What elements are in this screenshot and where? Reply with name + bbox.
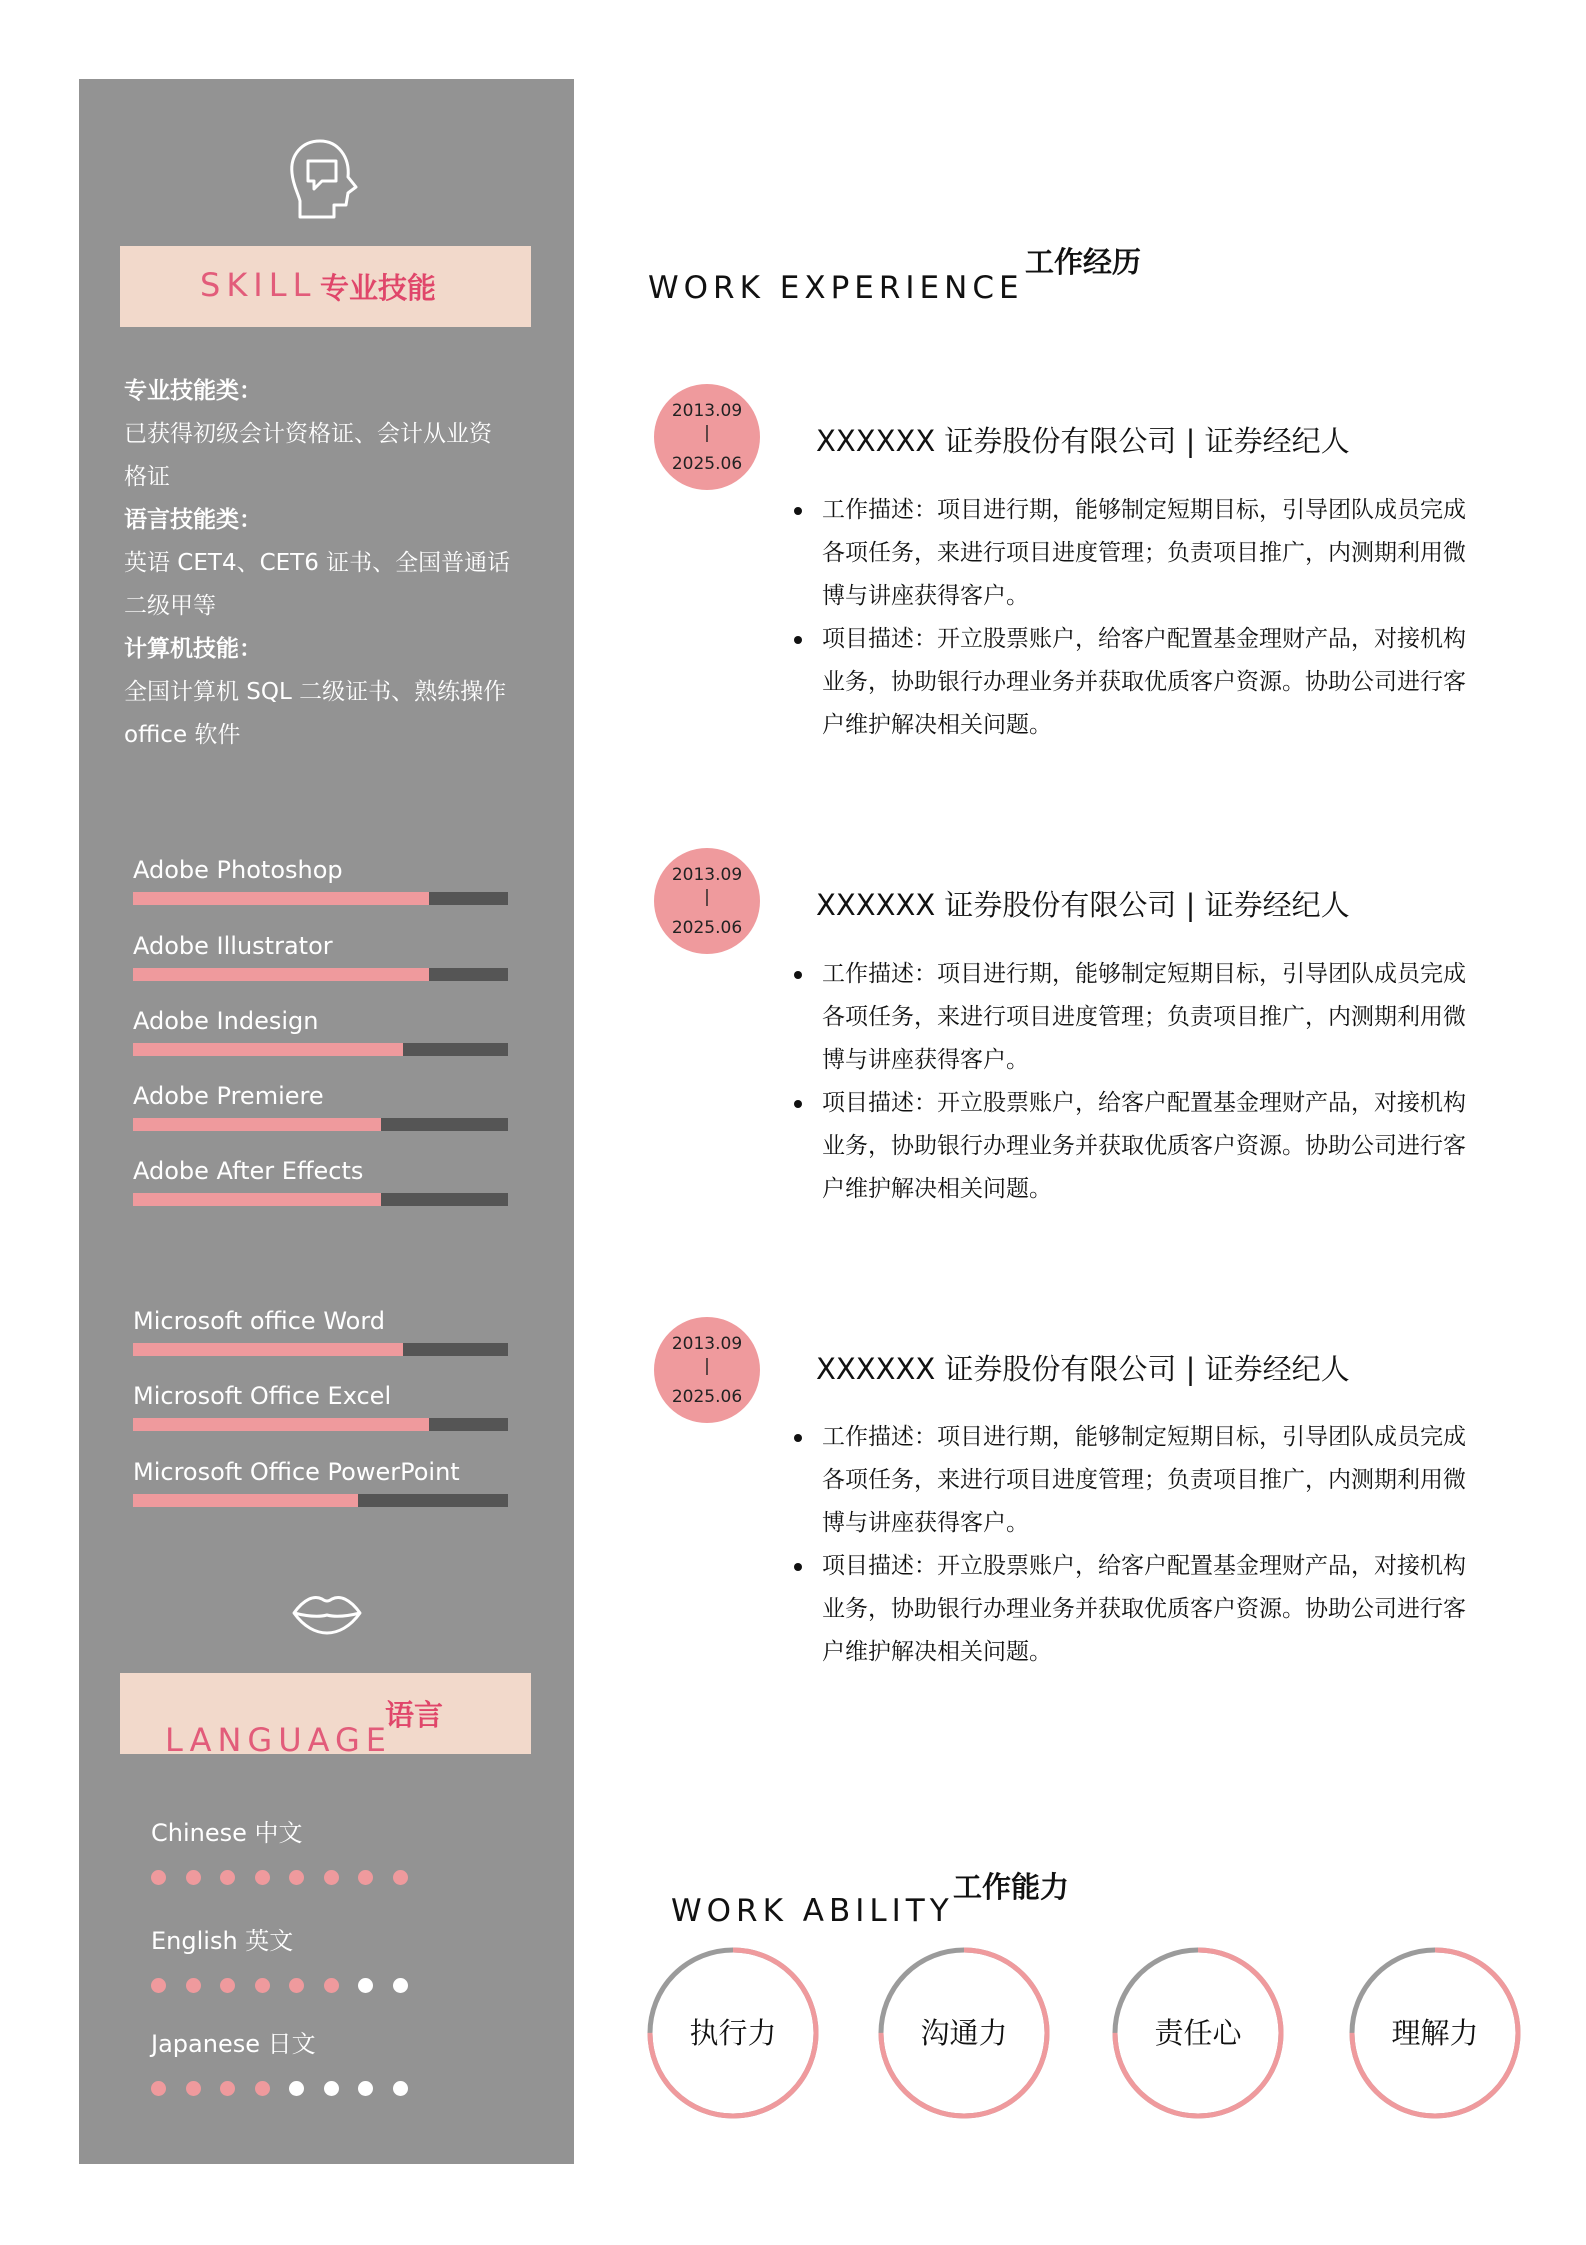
bullet-line: 博与讲座获得客户。 xyxy=(822,1510,1029,1536)
language-name: English 英文 xyxy=(151,1927,294,1955)
skill-bar-track xyxy=(133,1043,508,1056)
job-bullets xyxy=(788,489,1518,747)
software-name: Adobe After Effects xyxy=(133,1157,364,1185)
language-dot-filled xyxy=(151,1978,166,1993)
skill-title-en: SKILL xyxy=(200,266,317,304)
bullet-line: 项目描述：开立股票账户，给客户配置基金理财产品，对接机构 xyxy=(822,1553,1466,1579)
software-skill xyxy=(133,1156,508,1206)
software-name: Adobe Photoshop xyxy=(133,856,343,884)
ability-label: 执行力 xyxy=(689,2016,777,2050)
bullet-line: 项目描述：开立股票账户，给客户配置基金理财产品，对接机构 xyxy=(822,626,1466,652)
software-skill xyxy=(133,855,508,905)
language-item xyxy=(151,1818,451,1886)
language-dot-filled xyxy=(324,1978,339,1993)
skill-bar-track xyxy=(133,1494,508,1507)
job-bullets xyxy=(788,1416,1518,1674)
language-dots xyxy=(151,2081,451,2097)
software-name: Microsoft Office PowerPoint xyxy=(133,1458,460,1486)
bullet-line: 工作描述：项目进行期，能够制定短期目标，引导团队成员完成 xyxy=(822,497,1466,523)
software-skill xyxy=(133,1381,508,1431)
language-item xyxy=(151,2029,451,2097)
skill-line: 格证 xyxy=(124,464,170,490)
work-title-cn: 工作经历 xyxy=(1025,245,1142,279)
language-band xyxy=(120,1673,531,1759)
language-title-cn: 语言 xyxy=(385,1698,444,1732)
bullet-line: 工作描述：项目进行期，能够制定短期目标，引导团队成员完成 xyxy=(822,1424,1466,1450)
job-date-end: 2025.06 xyxy=(671,918,743,938)
skill-heading: 专业技能类： xyxy=(124,378,262,404)
job-bullet xyxy=(788,489,1518,618)
ability-ring xyxy=(647,1947,819,2119)
language-dot-filled xyxy=(151,2081,166,2096)
language-dot-filled xyxy=(220,2081,235,2096)
skill-line: 英语 CET4、CET6 证书、全国普通话 xyxy=(124,550,511,576)
language-dots xyxy=(151,1870,451,1886)
bullet-line: 项目描述：开立股票账户，给客户配置基金理财产品，对接机构 xyxy=(822,1090,1466,1116)
skill-bar-fill xyxy=(133,1043,403,1056)
ability-label: 责任心 xyxy=(1154,2016,1242,2050)
language-dot-filled xyxy=(186,2081,201,2096)
software-skill xyxy=(133,931,508,981)
bullet-line: 博与讲座获得客户。 xyxy=(822,583,1029,609)
language-dot-filled xyxy=(220,1978,235,1993)
skill-heading: 计算机技能： xyxy=(124,636,262,662)
job-bullet xyxy=(788,1416,1518,1545)
software-name: Adobe Illustrator xyxy=(133,932,333,960)
skill-bar-fill xyxy=(133,1193,381,1206)
language-dot-empty xyxy=(358,2081,373,2096)
software-skill xyxy=(133,1306,508,1356)
job-date-sep: | xyxy=(704,423,710,443)
bullet-line: 业务，协助银行办理业务并获取优质客户资源。协助公司进行客 xyxy=(822,1133,1466,1159)
language-dot-filled xyxy=(186,1870,201,1885)
bullet-line: 户维护解决相关问题。 xyxy=(822,1176,1052,1202)
skill-bar-fill xyxy=(133,1418,429,1431)
bullet-line: 户维护解决相关问题。 xyxy=(822,1639,1052,1665)
language-dot-filled xyxy=(289,1978,304,1993)
bullet-line: 博与讲座获得客户。 xyxy=(822,1047,1029,1073)
language-dot-filled xyxy=(220,1870,235,1885)
job-bullet xyxy=(788,618,1518,747)
ability-ring xyxy=(878,1947,1050,2119)
language-dot-filled xyxy=(186,1978,201,1993)
language-dot-filled xyxy=(324,1870,339,1885)
skill-bar-track xyxy=(133,892,508,905)
language-title-en: LANGUAGE xyxy=(165,1721,392,1759)
skill-bar-track xyxy=(133,1193,508,1206)
skill-band xyxy=(120,246,531,327)
bullet-line: 各项任务，来进行项目进度管理；负责项目推广，内测期利用微 xyxy=(822,540,1466,566)
language-dots xyxy=(151,1978,451,1994)
job-date-end: 2025.06 xyxy=(671,1387,743,1407)
bullet-line: 各项任务，来进行项目进度管理；负责项目推广，内测期利用微 xyxy=(822,1467,1466,1493)
skill-bar-fill xyxy=(133,1118,381,1131)
software-name: Adobe Indesign xyxy=(133,1007,319,1035)
bullet-line: 业务，协助银行办理业务并获取优质客户资源。协助公司进行客 xyxy=(822,1596,1466,1622)
language-dot-empty xyxy=(393,2081,408,2096)
bullet-line: 各项任务，来进行项目进度管理；负责项目推广，内测期利用微 xyxy=(822,1004,1466,1030)
language-dot-empty xyxy=(358,1978,373,1993)
job-bullet xyxy=(788,1082,1518,1211)
job-date-circle xyxy=(654,848,760,954)
job-title: XXXXXX 证券股份有限公司 | 证券经纪人 xyxy=(816,424,1350,458)
bullet-line: 工作描述：项目进行期，能够制定短期目标，引导团队成员完成 xyxy=(822,961,1466,987)
skill-line: 二级甲等 xyxy=(124,593,216,619)
language-dot-empty xyxy=(289,2081,304,2096)
job-date-start: 2013.09 xyxy=(671,865,743,885)
job-bullet xyxy=(788,953,1518,1082)
job-date-circle xyxy=(654,1317,760,1423)
job-date-start: 2013.09 xyxy=(671,1334,743,1354)
ability-label: 沟通力 xyxy=(920,2016,1008,2050)
work-title-en: WORK EXPERIENCE xyxy=(648,270,1024,306)
job-date-end: 2025.06 xyxy=(671,454,743,474)
language-dot-filled xyxy=(393,1870,408,1885)
software-name: Microsoft office Word xyxy=(133,1307,386,1335)
skill-line: 全国计算机 SQL 二级证书、熟练操作 xyxy=(124,679,507,705)
skill-line: 已获得初级会计资格证、会计从业资 xyxy=(124,421,492,447)
job-date-start: 2013.09 xyxy=(671,401,743,421)
head-thinking-icon xyxy=(286,137,364,225)
language-name: Chinese 中文 xyxy=(151,1819,303,1847)
job-bullet xyxy=(788,1545,1518,1674)
software-skill xyxy=(133,1081,508,1131)
skill-bar-fill xyxy=(133,1343,403,1356)
ability-ring xyxy=(1349,1947,1521,2119)
language-dot-filled xyxy=(289,1870,304,1885)
job-date-sep: | xyxy=(704,1356,710,1376)
language-dot-empty xyxy=(324,2081,339,2096)
job-date-sep: | xyxy=(704,887,710,907)
language-dot-filled xyxy=(255,1978,270,1993)
job-bullets xyxy=(788,953,1518,1211)
skill-bar-track xyxy=(133,1343,508,1356)
ability-label: 理解力 xyxy=(1391,2016,1479,2050)
skill-line: office 软件 xyxy=(124,722,241,748)
language-dot-filled xyxy=(358,1870,373,1885)
language-dot-filled xyxy=(255,1870,270,1885)
language-dot-filled xyxy=(255,2081,270,2096)
skill-bar-track xyxy=(133,968,508,981)
language-item xyxy=(151,1926,451,1994)
job-title: XXXXXX 证券股份有限公司 | 证券经纪人 xyxy=(816,888,1350,922)
software-name: Microsoft Office Excel xyxy=(133,1382,392,1410)
software-skill xyxy=(133,1006,508,1056)
skill-bar-fill xyxy=(133,1494,358,1507)
ability-title-en: WORK ABILITY xyxy=(671,1893,954,1929)
skill-bar-track xyxy=(133,1118,508,1131)
ability-title-cn: 工作能力 xyxy=(953,1870,1070,1904)
language-dot-empty xyxy=(393,1978,408,1993)
skill-bar-track xyxy=(133,1418,508,1431)
bullet-line: 户维护解决相关问题。 xyxy=(822,712,1052,738)
job-date-circle xyxy=(654,384,760,490)
skill-title-cn: 专业技能 xyxy=(320,271,437,305)
bullet-line: 业务，协助银行办理业务并获取优质客户资源。协助公司进行客 xyxy=(822,669,1466,695)
skill-bar-fill xyxy=(133,968,429,981)
software-name: Adobe Premiere xyxy=(133,1082,324,1110)
lips-icon xyxy=(290,1591,364,1635)
ability-ring xyxy=(1112,1947,1284,2119)
language-name: Japanese 日文 xyxy=(151,2030,316,2058)
job-title: XXXXXX 证券股份有限公司 | 证券经纪人 xyxy=(816,1352,1350,1386)
skills-text xyxy=(124,370,544,757)
skill-heading: 语言技能类： xyxy=(124,507,262,533)
skill-bar-fill xyxy=(133,892,429,905)
language-dot-filled xyxy=(151,1870,166,1885)
software-skill xyxy=(133,1457,508,1507)
